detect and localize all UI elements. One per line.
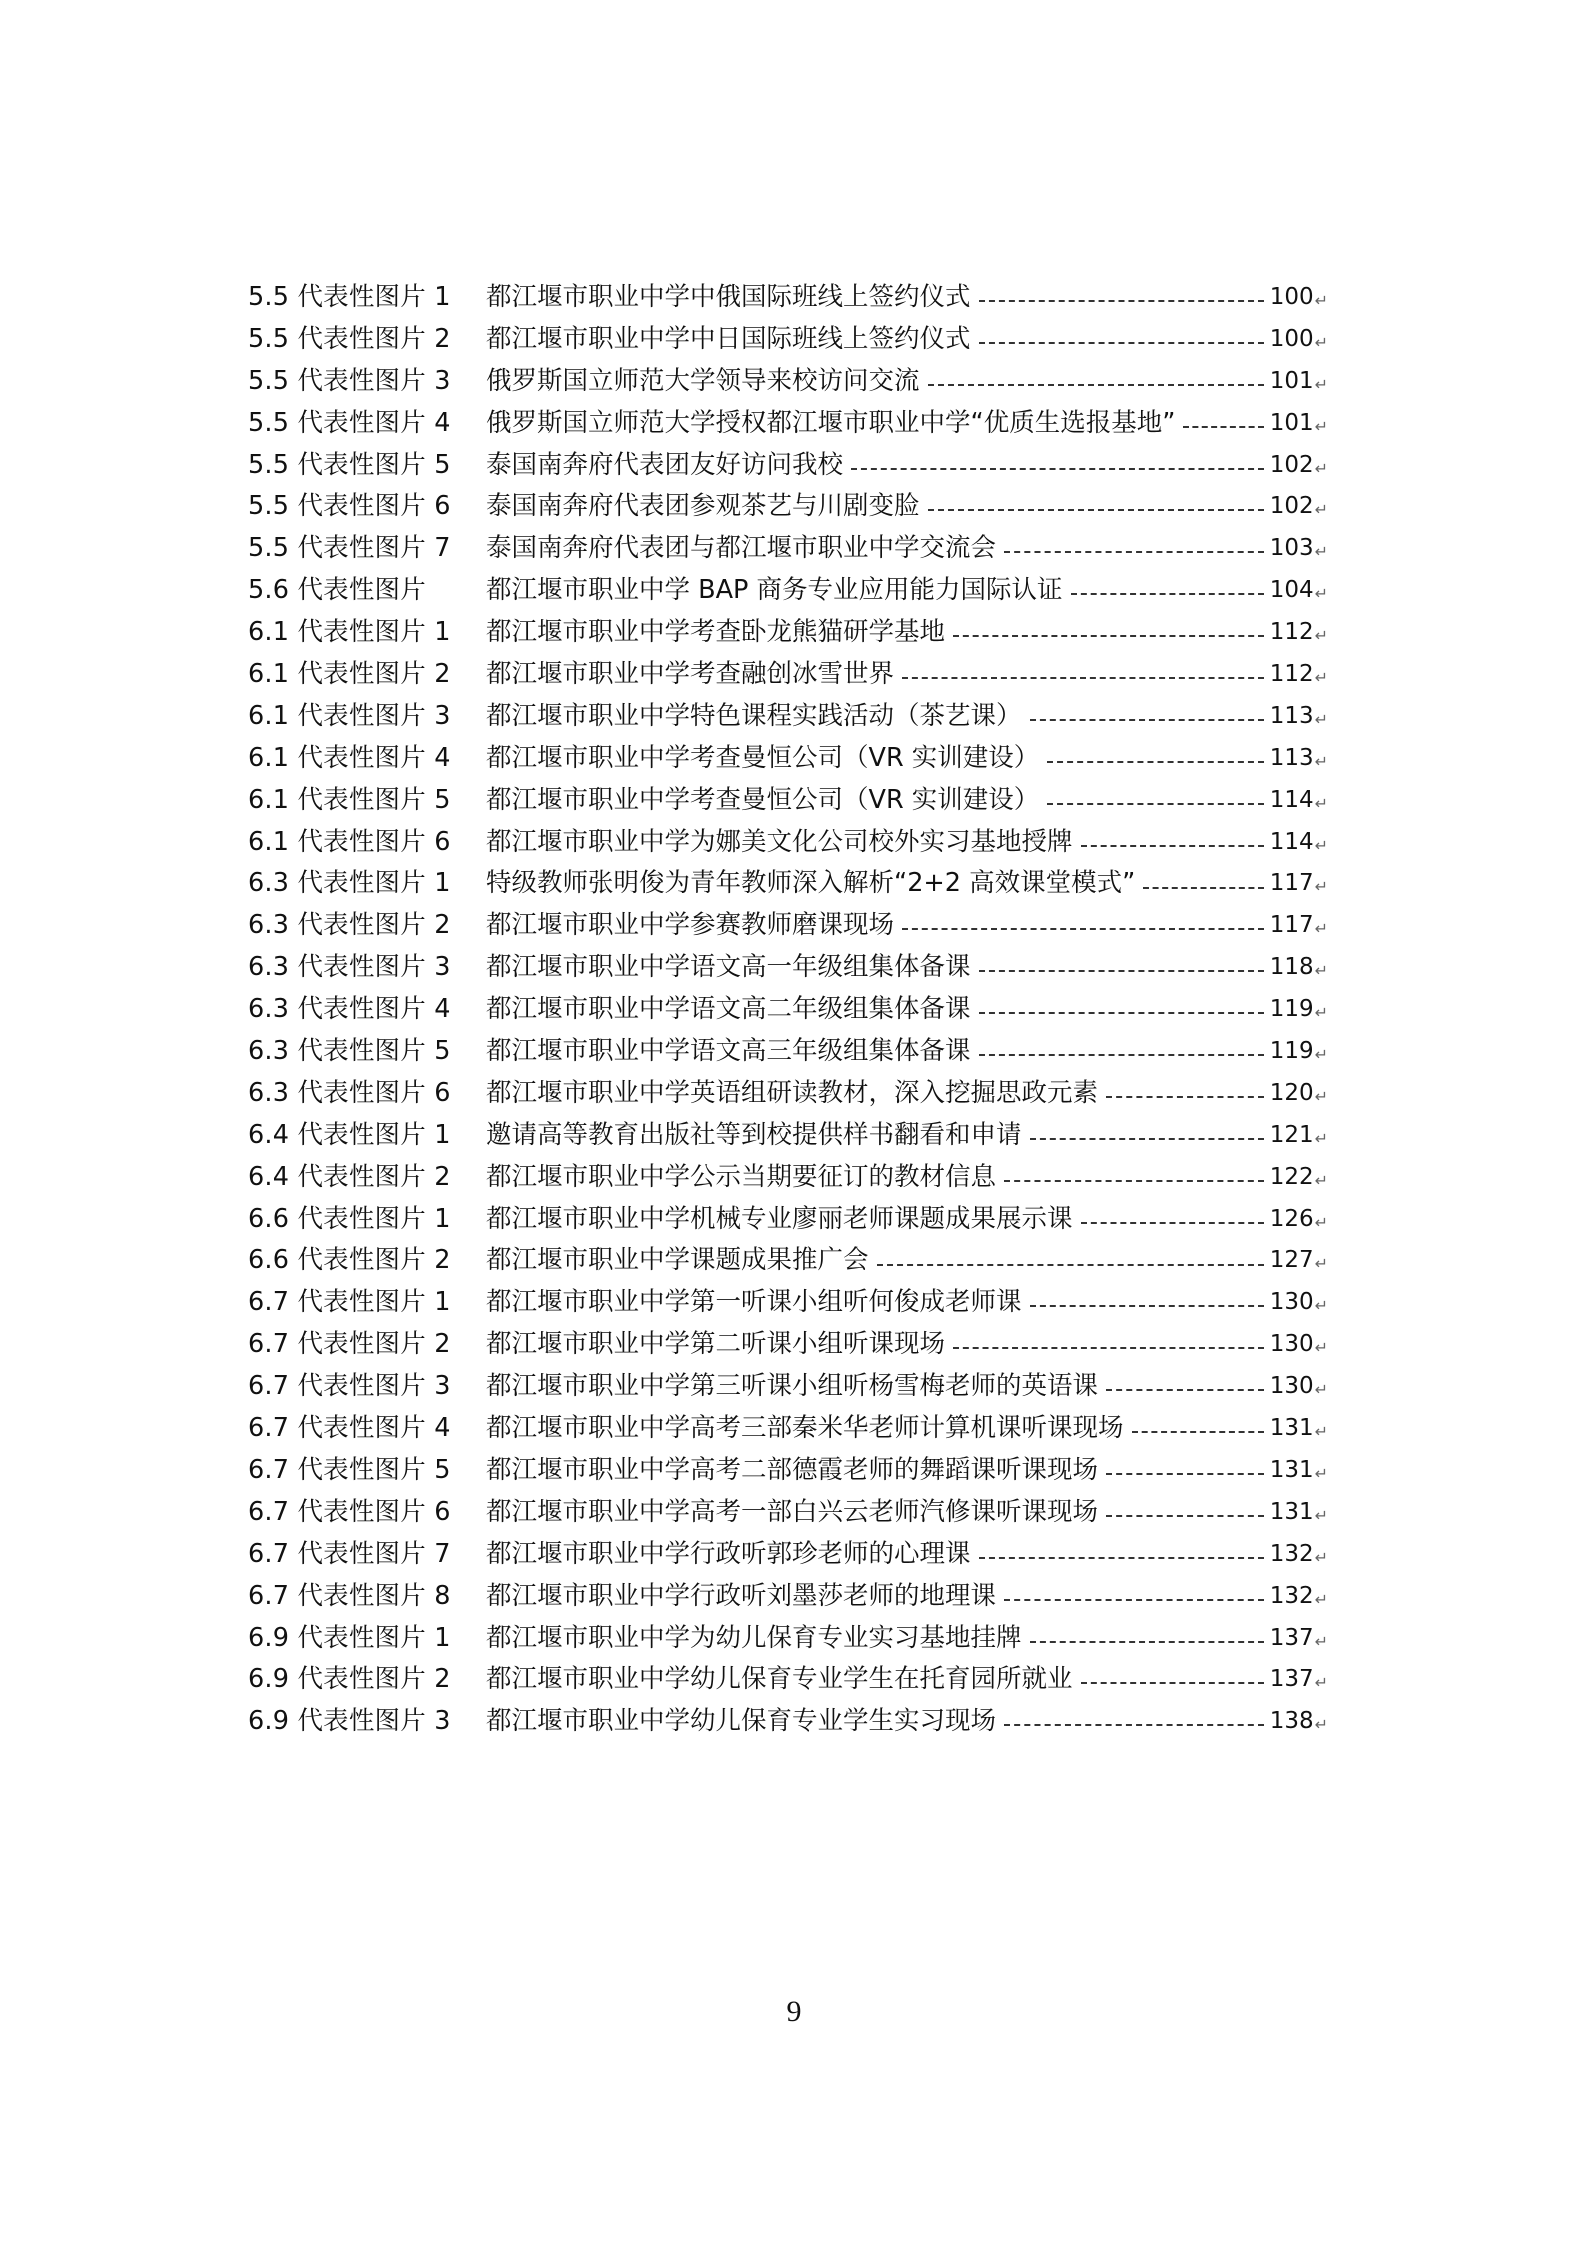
paragraph-mark-icon: ↵ (1314, 1547, 1328, 1567)
toc-entry-page: 118 (1269, 954, 1314, 981)
toc-entry-page: 137 (1269, 1666, 1314, 1693)
toc-entry-page: 114 (1269, 828, 1314, 855)
dot-leader (928, 361, 1264, 403)
dot-leader (1004, 1576, 1264, 1618)
toc-entry[interactable] (248, 1240, 1328, 1282)
dot-leader (1071, 570, 1264, 612)
paragraph-mark-icon: ↵ (1314, 961, 1328, 981)
toc-entry-label: 6.4 代表性图片 1 (248, 1119, 451, 1150)
dot-leader (1030, 1115, 1264, 1157)
toc-entry-title: 都江堰市职业中学英语组研读教材，深入挖掘思政元素 (486, 1077, 1099, 1108)
paragraph-mark-icon: ↵ (1314, 416, 1328, 436)
paragraph-mark-icon: ↵ (1314, 1463, 1328, 1483)
dot-leader (979, 319, 1264, 361)
toc-entry-title: 都江堰市职业中学行政听刘墨莎老师的地理课 (486, 1580, 997, 1611)
toc-entry[interactable] (248, 1492, 1328, 1534)
toc-entry-page: 113 (1269, 702, 1314, 729)
toc-entry-label: 5.5 代表性图片 6 (248, 491, 451, 522)
toc-entry[interactable] (248, 863, 1328, 905)
page-number: 9 (786, 1995, 802, 2028)
toc-entry-page: 104 (1269, 577, 1314, 604)
toc-entry-title: 都江堰市职业中学语文高一年级组集体备课 (486, 952, 971, 983)
toc-entry[interactable] (248, 780, 1328, 822)
toc-entry-title: 都江堰市职业中学特色课程实践活动（茶艺课） (486, 700, 1022, 731)
dot-leader (1047, 780, 1263, 822)
paragraph-mark-icon: ↵ (1314, 374, 1328, 394)
dot-leader (877, 1240, 1264, 1282)
toc-entry-title: 都江堰市职业中学中日国际班线上签约仪式 (486, 323, 971, 354)
toc-entry-label: 6.3 代表性图片 2 (248, 910, 451, 941)
dot-leader (1183, 403, 1263, 445)
toc-entry-title: 都江堰市职业中学第一听课小组听何俊成老师课 (486, 1287, 1022, 1318)
toc-entry-label: 6.3 代表性图片 5 (248, 1036, 451, 1067)
dot-leader (953, 612, 1264, 654)
paragraph-mark-icon: ↵ (1314, 709, 1328, 729)
dot-leader (1081, 1659, 1264, 1701)
toc-entry-label: 6.3 代表性图片 1 (248, 868, 451, 899)
paragraph-mark-icon: ↵ (1314, 1380, 1328, 1400)
dot-leader (1004, 1701, 1264, 1743)
toc-entry-label: 6.9 代表性图片 1 (248, 1622, 451, 1653)
toc-entry-page: 132 (1269, 1540, 1314, 1567)
dot-leader (953, 1324, 1264, 1366)
toc-entry[interactable] (248, 1450, 1328, 1492)
paragraph-mark-icon: ↵ (1314, 1045, 1328, 1065)
dot-leader (979, 1534, 1264, 1576)
toc-entry[interactable] (248, 738, 1328, 780)
toc-entry-page: 132 (1269, 1582, 1314, 1609)
toc-entry-title: 特级教师张明俊为青年教师深入解析“2+2 高效课堂模式” (486, 868, 1136, 899)
paragraph-mark-icon: ↵ (1314, 1212, 1328, 1232)
dot-leader (1030, 1618, 1264, 1660)
toc-entry-label: 6.1 代表性图片 3 (248, 700, 451, 731)
toc-entry-page: 131 (1269, 1415, 1314, 1442)
dot-leader (979, 277, 1264, 319)
paragraph-mark-icon: ↵ (1314, 626, 1328, 646)
paragraph-mark-icon: ↵ (1314, 1505, 1328, 1525)
dot-leader (1081, 822, 1264, 864)
toc-entry-label: 6.7 代表性图片 8 (248, 1580, 451, 1611)
toc-entry[interactable] (248, 445, 1328, 487)
dot-leader (1132, 1408, 1264, 1450)
toc-entry-label: 5.5 代表性图片 3 (248, 365, 451, 396)
toc-entry-title: 都江堰市职业中学高考三部秦米华老师计算机课听课现场 (486, 1413, 1124, 1444)
dot-leader (902, 905, 1264, 947)
toc-entry[interactable] (248, 1199, 1328, 1241)
paragraph-mark-icon: ↵ (1314, 668, 1328, 688)
toc-entry-label: 6.3 代表性图片 6 (248, 1077, 451, 1108)
paragraph-mark-icon: ↵ (1314, 458, 1328, 478)
toc-entry-label: 6.7 代表性图片 1 (248, 1287, 451, 1318)
toc-entry[interactable] (248, 654, 1328, 696)
paragraph-mark-icon: ↵ (1314, 1631, 1328, 1651)
toc-entry[interactable] (248, 570, 1328, 612)
toc-entry[interactable] (248, 947, 1328, 989)
toc-entry[interactable] (248, 822, 1328, 864)
toc-entry-title: 都江堰市职业中学考查曼恒公司（VR 实训建设） (486, 742, 1040, 773)
toc-entry-title: 泰国南奔府代表团友好访问我校 (486, 449, 844, 480)
toc-entry-label: 6.7 代表性图片 5 (248, 1454, 451, 1485)
toc-entry-title: 都江堰市职业中学公示当期要征订的教材信息 (486, 1161, 997, 1192)
toc-entry-label: 5.6 代表性图片 (248, 575, 426, 606)
toc-entry[interactable] (248, 1618, 1328, 1660)
toc-entry-page: 102 (1269, 451, 1314, 478)
paragraph-mark-icon: ↵ (1314, 877, 1328, 897)
toc-entry-page: 101 (1269, 409, 1314, 436)
toc-entry-page: 121 (1269, 1121, 1314, 1148)
paragraph-mark-icon: ↵ (1314, 1003, 1328, 1023)
toc-entry-title: 都江堰市职业中学考查融创冰雪世界 (486, 659, 895, 690)
dot-leader (1106, 1492, 1264, 1534)
toc-entry-label: 5.5 代表性图片 4 (248, 407, 451, 438)
paragraph-mark-icon: ↵ (1314, 1715, 1328, 1735)
toc-entry-label: 6.1 代表性图片 6 (248, 826, 451, 857)
toc-entry-label: 6.7 代表性图片 3 (248, 1371, 451, 1402)
paragraph-mark-icon: ↵ (1314, 1254, 1328, 1274)
paragraph-mark-icon: ↵ (1314, 1338, 1328, 1358)
toc-entry-page: 126 (1269, 1205, 1314, 1232)
paragraph-mark-icon: ↵ (1314, 291, 1328, 310)
toc-entry-title: 都江堰市职业中学参赛教师磨课现场 (486, 910, 895, 941)
paragraph-mark-icon: ↵ (1314, 332, 1328, 352)
table-of-contents (248, 277, 1328, 1743)
toc-entry-label: 5.5 代表性图片 7 (248, 533, 451, 564)
paragraph-mark-icon: ↵ (1314, 1086, 1328, 1106)
toc-entry-title: 都江堰市职业中学第二听课小组听课现场 (486, 1329, 946, 1360)
toc-entry-label: 6.7 代表性图片 2 (248, 1329, 451, 1360)
toc-entry-label: 6.3 代表性图片 4 (248, 994, 451, 1025)
toc-entry-label: 6.6 代表性图片 1 (248, 1203, 451, 1234)
toc-entry[interactable] (248, 612, 1328, 654)
toc-entry-page: 130 (1269, 1331, 1314, 1358)
toc-entry[interactable] (248, 277, 1328, 319)
toc-entry-label: 6.1 代表性图片 5 (248, 784, 451, 815)
toc-entry-page: 100 (1269, 284, 1314, 310)
toc-entry-page: 102 (1269, 493, 1314, 520)
toc-entry-page: 130 (1269, 1289, 1314, 1316)
toc-entry-page: 127 (1269, 1247, 1314, 1274)
toc-entry[interactable] (248, 1324, 1328, 1366)
toc-entry-title: 都江堰市职业中学考查卧龙熊猫研学基地 (486, 617, 946, 648)
paragraph-mark-icon: ↵ (1314, 1296, 1328, 1316)
toc-entry-page: 138 (1269, 1708, 1314, 1735)
toc-entry-title: 都江堰市职业中学高考一部白兴云老师汽修课听课现场 (486, 1496, 1099, 1527)
dot-leader (928, 486, 1264, 528)
toc-entry-title: 都江堰市职业中学为幼儿保育专业实习基地挂牌 (486, 1622, 1022, 1653)
toc-entry-label: 6.1 代表性图片 2 (248, 659, 451, 690)
toc-entry-page: 119 (1269, 996, 1314, 1023)
toc-entry-label: 5.5 代表性图片 1 (248, 282, 451, 312)
toc-entry-label: 6.4 代表性图片 2 (248, 1161, 451, 1192)
dot-leader (1004, 528, 1264, 570)
toc-entry-label: 6.9 代表性图片 2 (248, 1664, 451, 1695)
toc-entry-page: 130 (1269, 1373, 1314, 1400)
toc-entry[interactable] (248, 486, 1328, 528)
toc-entry-page: 114 (1269, 786, 1314, 813)
toc-entry[interactable] (248, 1157, 1328, 1199)
toc-entry-label: 6.7 代表性图片 6 (248, 1496, 451, 1527)
toc-entry-title: 都江堰市职业中学高考二部德霞老师的舞蹈课听课现场 (486, 1454, 1099, 1485)
toc-entry-label: 6.7 代表性图片 7 (248, 1538, 451, 1569)
paragraph-mark-icon: ↵ (1314, 1170, 1328, 1190)
paragraph-mark-icon: ↵ (1314, 1422, 1328, 1442)
dot-leader (1081, 1199, 1264, 1241)
dot-leader (1030, 1282, 1264, 1324)
toc-entry[interactable] (248, 361, 1328, 403)
toc-entry-page: 131 (1269, 1498, 1314, 1525)
toc-entry-page: 117 (1269, 912, 1314, 939)
toc-entry-page: 100 (1269, 325, 1314, 352)
dot-leader (979, 1031, 1264, 1073)
toc-entry-label: 6.7 代表性图片 4 (248, 1413, 451, 1444)
dot-leader (1030, 696, 1264, 738)
dot-leader (1106, 1073, 1264, 1115)
toc-entry[interactable] (248, 403, 1328, 445)
dot-leader (1106, 1366, 1264, 1408)
dot-leader (1106, 1450, 1264, 1492)
toc-entry-title: 俄罗斯国立师范大学领导来校访问交流 (486, 365, 920, 396)
toc-entry-title: 都江堰市职业中学幼儿保育专业学生在托育园所就业 (486, 1664, 1073, 1695)
toc-entry[interactable] (248, 528, 1328, 570)
toc-entry-title: 都江堰市职业中学语文高二年级组集体备课 (486, 994, 971, 1025)
toc-entry-page: 131 (1269, 1456, 1314, 1483)
toc-entry[interactable] (248, 989, 1328, 1031)
toc-entry-label: 6.6 代表性图片 2 (248, 1245, 451, 1276)
dot-leader (1143, 863, 1263, 905)
toc-entry-title: 都江堰市职业中学 BAP 商务专业应用能力国际认证 (486, 575, 1063, 606)
paragraph-mark-icon: ↵ (1314, 919, 1328, 939)
toc-entry[interactable] (248, 1408, 1328, 1450)
toc-entry-page: 117 (1269, 870, 1314, 897)
toc-entry[interactable] (248, 1073, 1328, 1115)
paragraph-mark-icon: ↵ (1314, 793, 1328, 813)
paragraph-mark-icon: ↵ (1314, 835, 1328, 855)
toc-entry-title: 都江堰市职业中学课题成果推广会 (486, 1245, 869, 1276)
toc-entry-label: 5.5 代表性图片 2 (248, 323, 451, 354)
toc-entry-page: 120 (1269, 1079, 1314, 1106)
toc-entry-label: 6.1 代表性图片 4 (248, 742, 451, 773)
toc-entry-page: 112 (1269, 661, 1314, 688)
toc-entry[interactable] (248, 1701, 1328, 1743)
toc-entry[interactable] (248, 1115, 1328, 1157)
toc-entry-page: 113 (1269, 744, 1314, 771)
paragraph-mark-icon: ↵ (1314, 500, 1328, 520)
toc-entry-title: 都江堰市职业中学第三听课小组听杨雪梅老师的英语课 (486, 1371, 1099, 1402)
toc-entry-title: 都江堰市职业中学为娜美文化公司校外实习基地授牌 (486, 826, 1073, 857)
toc-entry-page: 137 (1269, 1624, 1314, 1651)
dot-leader (851, 445, 1264, 487)
toc-entry[interactable] (248, 1576, 1328, 1618)
dot-leader (979, 989, 1264, 1031)
toc-entry-title: 邀请高等教育出版社等到校提供样书翻看和申请 (486, 1119, 1022, 1150)
toc-entry-title: 泰国南奔府代表团参观茶艺与川剧变脸 (486, 491, 920, 522)
toc-entry-title: 都江堰市职业中学幼儿保育专业学生实习现场 (486, 1706, 997, 1737)
toc-entry[interactable] (248, 905, 1328, 947)
toc-entry-title: 泰国南奔府代表团与都江堰市职业中学交流会 (486, 533, 997, 564)
toc-entry-page: 103 (1269, 535, 1314, 562)
toc-entry-title: 都江堰市职业中学语文高三年级组集体备课 (486, 1036, 971, 1067)
toc-entry[interactable] (248, 319, 1328, 361)
toc-entry-title: 俄罗斯国立师范大学授权都江堰市职业中学“优质生选报基地” (486, 407, 1176, 438)
toc-entry-page: 101 (1269, 367, 1314, 394)
paragraph-mark-icon: ↵ (1314, 751, 1328, 771)
toc-entry[interactable] (248, 1031, 1328, 1073)
toc-entry[interactable] (248, 1659, 1328, 1701)
toc-entry[interactable] (248, 1366, 1328, 1408)
toc-entry-page: 119 (1269, 1038, 1314, 1065)
toc-entry[interactable] (248, 1282, 1328, 1324)
toc-entry-page: 112 (1269, 619, 1314, 646)
dot-leader (979, 947, 1264, 989)
toc-entry[interactable] (248, 696, 1328, 738)
paragraph-mark-icon: ↵ (1314, 542, 1328, 562)
toc-entry-title: 都江堰市职业中学中俄国际班线上签约仪式 (486, 282, 971, 312)
dot-leader (1047, 738, 1263, 780)
toc-entry-title: 都江堰市职业中学考查曼恒公司（VR 实训建设） (486, 784, 1040, 815)
dot-leader (1004, 1157, 1264, 1199)
toc-entry-page: 122 (1269, 1163, 1314, 1190)
toc-entry-title: 都江堰市职业中学机械专业廖丽老师课题成果展示课 (486, 1203, 1073, 1234)
paragraph-mark-icon: ↵ (1314, 1673, 1328, 1693)
toc-entry-label: 6.3 代表性图片 3 (248, 952, 451, 983)
toc-entry-label: 6.1 代表性图片 1 (248, 617, 451, 648)
paragraph-mark-icon: ↵ (1314, 1128, 1328, 1148)
toc-entry-label: 6.9 代表性图片 3 (248, 1706, 451, 1737)
paragraph-mark-icon: ↵ (1314, 584, 1328, 604)
paragraph-mark-icon: ↵ (1314, 1589, 1328, 1609)
dot-leader (902, 654, 1264, 696)
toc-entry-title: 都江堰市职业中学行政听郭珍老师的心理课 (486, 1538, 971, 1569)
toc-entry[interactable] (248, 1534, 1328, 1576)
toc-entry-label: 5.5 代表性图片 5 (248, 449, 451, 480)
